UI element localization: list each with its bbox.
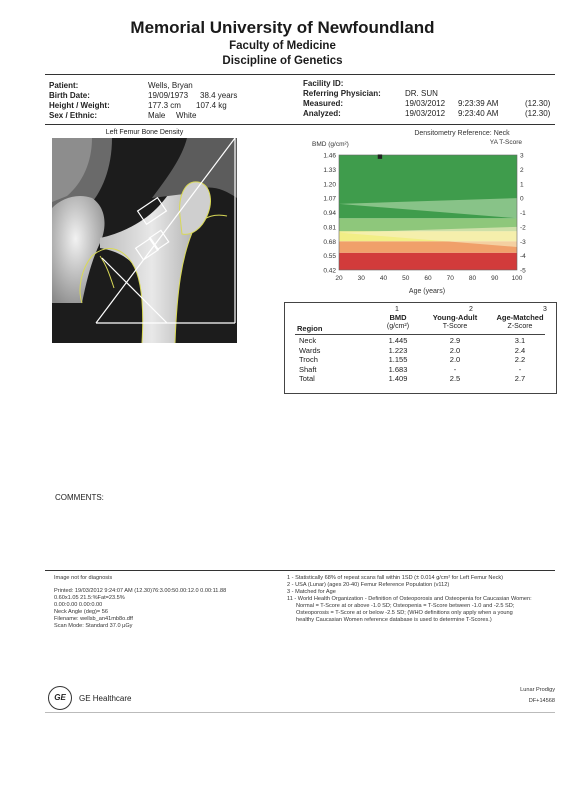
footer-diagnosis-note: Image not for diagnosis xyxy=(54,575,113,581)
analyzed-date: 19/03/2012 xyxy=(405,109,446,118)
ethnic-value: White xyxy=(176,111,197,120)
bmd-unit: (g/cm²) xyxy=(386,323,410,330)
footer-params: 0.60x1.05 21.5:%Fat=23.5% xyxy=(54,595,125,601)
table-row xyxy=(285,374,556,384)
cell-z-score: 3.1 xyxy=(514,336,526,345)
y-tick-label: 1.46 xyxy=(323,152,336,160)
brand-name: GE Healthcare xyxy=(79,694,132,703)
table-row xyxy=(285,346,556,356)
cell-bmd: 1.445 xyxy=(388,336,408,345)
height-value: 177.3 cm xyxy=(148,101,181,110)
cell-t-score: 2.5 xyxy=(449,374,461,383)
x-tick-label: 80 xyxy=(468,275,477,282)
t-tick-label: -3 xyxy=(520,238,526,246)
x-tick-label: 60 xyxy=(424,275,432,282)
x-tick-label: 20 xyxy=(335,275,343,282)
footer-zeros: 0.00:0.00 0.00:0.00 xyxy=(54,602,103,608)
femur-scan-image xyxy=(52,138,237,343)
chart-y-label: BMD (g/cm²) xyxy=(312,141,349,148)
footer-note-11: 11 - World Health Organization - Definition of Osteoporosis and Osteopenia for Caucasian Women: xyxy=(287,596,532,602)
height-weight-label: Height / Weight: xyxy=(49,101,110,110)
footer-note-11-line4: healthy Caucasian Women reference database is used to determine T-Scores.) xyxy=(296,617,492,623)
patient-name: Wells, Bryan xyxy=(148,81,193,90)
chart-title: Densitometry Reference: Neck xyxy=(414,130,510,137)
footer-divider xyxy=(45,570,555,571)
analyzed-time: 9:23:40 AM xyxy=(458,109,499,118)
col-num-2: 2 xyxy=(469,306,473,313)
chart-bands xyxy=(339,155,517,270)
physician-label: Referring Physician: xyxy=(303,89,381,98)
weight-value: 107.4 kg xyxy=(196,101,227,110)
t-tick-label: -1 xyxy=(520,210,526,217)
col-num-1: 1 xyxy=(395,306,399,313)
table-row xyxy=(285,355,556,365)
x-tick-label: 40 xyxy=(379,275,388,282)
t-tick-label: 2 xyxy=(520,166,524,174)
facility-label: Facility ID: xyxy=(303,79,344,88)
cell-region: Neck xyxy=(299,336,317,345)
chart-x-label: Age (years) xyxy=(408,288,446,295)
footer-note-11-line2: Normal = T-Score at or above -1.0 SD; Osteopenia = T-Score between -1.0 and -2.5 SD; xyxy=(296,603,515,609)
region-header: Region xyxy=(297,324,323,333)
measured-time: 9:23:39 AM xyxy=(458,99,499,108)
ge-logo-icon: GE xyxy=(48,686,72,710)
info-divider xyxy=(45,124,555,125)
densitometry-chart xyxy=(292,127,554,299)
cell-t-score: 2.0 xyxy=(449,355,461,364)
patient-age: 38.4 years xyxy=(200,91,238,100)
chart-band xyxy=(339,253,517,270)
am-sub-header: Z-Score xyxy=(507,323,533,330)
device-name: Lunar Prodigy xyxy=(520,687,555,693)
patient-point xyxy=(378,154,382,158)
t-tick-label: -4 xyxy=(520,253,526,261)
birth-date: 19/09/1973 xyxy=(148,91,189,100)
cell-bmd: 1.155 xyxy=(388,355,408,364)
t-tick-label: 0 xyxy=(520,195,524,203)
chart-t-label: YA T-Score xyxy=(489,139,522,146)
cell-bmd: 1.223 xyxy=(388,345,408,355)
footer-note-3: 3 - Matched for Age xyxy=(287,589,336,595)
cell-region: Total xyxy=(299,374,315,383)
ya-header: Young-Adult xyxy=(432,313,478,322)
footer-scan-mode: Scan Mode: Standard 37.0 µGy xyxy=(54,623,133,629)
measured-label: Measured: xyxy=(303,99,344,108)
scan-title: Left Femur Bone Density xyxy=(105,129,184,136)
t-tick-label: 1 xyxy=(520,181,524,189)
measured-date: 19/03/2012 xyxy=(405,99,446,108)
table-header-divider xyxy=(295,334,545,335)
am-header: Age-Matched xyxy=(496,313,544,322)
measured-version: (12.30) xyxy=(525,99,551,108)
discipline-name: Discipline of Genetics xyxy=(222,55,343,67)
bmd-header: BMD xyxy=(389,313,407,322)
sex-value: Male xyxy=(148,111,166,120)
x-tick-label: 100 xyxy=(511,275,523,282)
x-tick-label: 70 xyxy=(446,275,454,282)
x-tick-label: 30 xyxy=(357,275,365,282)
y-tick-label: 1.33 xyxy=(323,166,336,174)
brand-divider xyxy=(45,712,555,713)
footer-filename: Filename: wellsb_an41mb8o.dff xyxy=(54,616,133,622)
cell-region: Wards xyxy=(299,345,321,355)
footer-printed: Printed: 19/03/2012 9:24:07 AM (12.30)76:3.00:50.00:12.0 0.00:11.88 xyxy=(54,588,227,594)
cell-z-score: 2.2 xyxy=(514,355,526,364)
x-tick-label: 90 xyxy=(491,275,499,282)
table-row xyxy=(285,336,556,346)
footer-note-1: 1 - Statistically 68% of repeat scans fall within 1SD (± 0.014 g/cm² for Left Femur Neck) xyxy=(287,575,504,581)
cell-bmd: 1.683 xyxy=(388,364,408,374)
cell-z-score: - xyxy=(518,364,522,374)
y-tick-label: 0.81 xyxy=(323,224,336,232)
cell-z-score: 2.4 xyxy=(514,345,526,355)
y-tick-label: 0.55 xyxy=(323,253,336,261)
cell-t-score: 2.9 xyxy=(449,336,461,345)
footer-note-11-line3: Osteoporosis = T-Score at or below -2.5 SD; (WHO definitions only apply when a young xyxy=(296,610,513,616)
report-title: Memorial University of Newfoundland xyxy=(130,18,435,37)
t-tick-label: -5 xyxy=(520,267,526,275)
cell-t-score: - xyxy=(453,364,457,374)
sex-ethnic-label: Sex / Ethnic: xyxy=(49,111,98,120)
header-divider xyxy=(45,74,555,75)
t-tick-label: 3 xyxy=(520,152,524,160)
footer-note-2: 2 - USA (Lunar) (ages 20-40) Femur Reference Population (v112) xyxy=(287,582,450,588)
footer-neck-angle: Neck Angle (deg)= 56 xyxy=(54,609,108,615)
y-tick-label: 1.07 xyxy=(323,195,336,203)
footer-left xyxy=(54,575,284,630)
cell-region: Troch xyxy=(299,355,318,364)
cell-t-score: 2.0 xyxy=(449,345,461,355)
x-tick-label: 50 xyxy=(402,275,410,282)
results-table xyxy=(284,302,557,394)
table-row xyxy=(285,365,556,375)
footer-notes xyxy=(287,575,559,624)
ya-sub-header: T-Score xyxy=(442,323,468,330)
device-serial: DF+14568 xyxy=(528,698,555,704)
y-tick-label: 0.94 xyxy=(323,210,336,217)
analyzed-version: (12.30) xyxy=(525,109,551,118)
t-tick-label: -2 xyxy=(520,224,526,232)
faculty-name: Faculty of Medicine xyxy=(229,40,336,52)
y-tick-label: 0.68 xyxy=(323,238,336,246)
cell-z-score: 2.7 xyxy=(514,374,526,383)
birth-date-label: Birth Date: xyxy=(49,91,90,100)
cell-bmd: 1.409 xyxy=(388,374,408,383)
patient-label: Patient: xyxy=(49,81,79,90)
comments-label: COMMENTS: xyxy=(55,493,104,502)
analyzed-label: Analyzed: xyxy=(303,109,341,118)
col-num-3: 3 xyxy=(543,306,547,313)
y-tick-label: 1.20 xyxy=(323,181,336,189)
cell-region: Shaft xyxy=(299,364,317,374)
y-tick-label: 0.42 xyxy=(323,267,336,275)
physician-name: DR. SUN xyxy=(405,89,438,98)
